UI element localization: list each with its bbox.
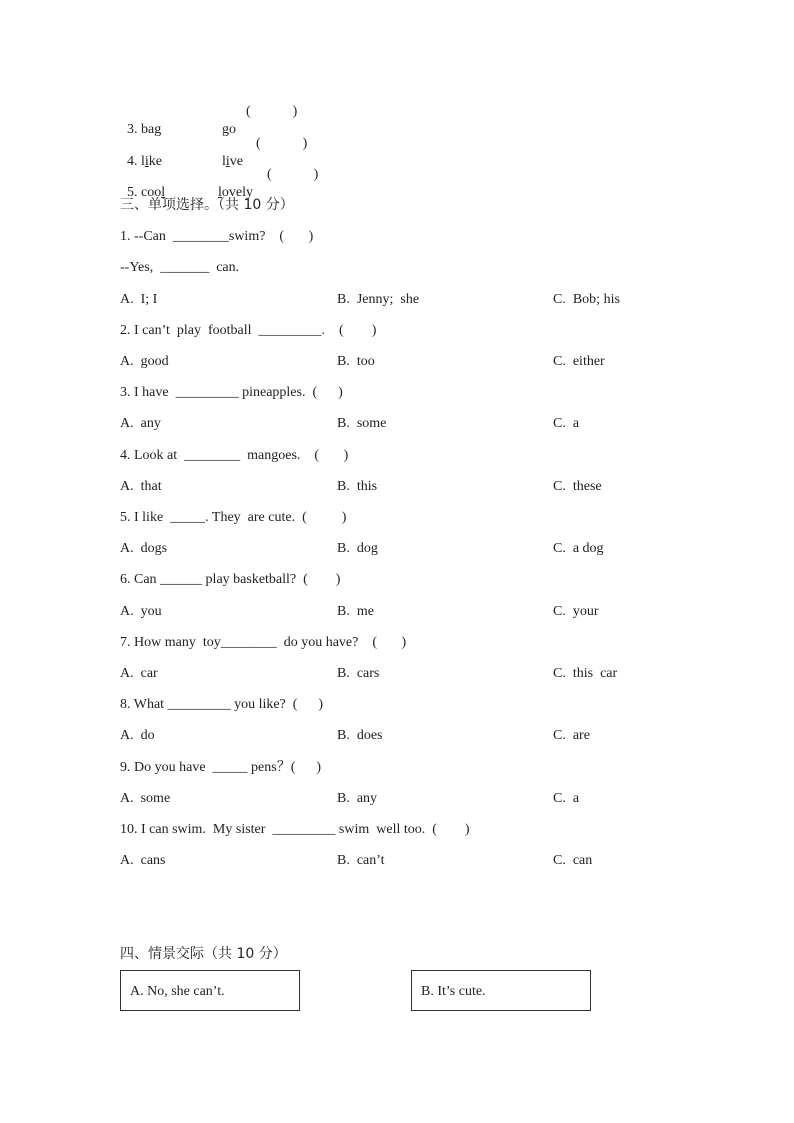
- option-b[interactable]: B. too: [337, 354, 375, 369]
- option-c[interactable]: C. these: [553, 479, 602, 494]
- option-a[interactable]: A. you: [120, 604, 162, 619]
- option-b[interactable]: B. me: [337, 604, 374, 619]
- answer-box-a: A. No, she can’t.: [120, 970, 300, 1011]
- option-a[interactable]: A. any: [120, 416, 161, 431]
- option-a[interactable]: A. cans: [120, 853, 166, 868]
- option-b[interactable]: B. does: [337, 728, 383, 743]
- question-1-reply: --Yes, _______ can.: [120, 260, 240, 275]
- question-2: 2. I can’t play football _________. ( ): [120, 323, 377, 338]
- answer-paren[interactable]: ( ): [246, 104, 298, 119]
- option-a[interactable]: A. car: [120, 666, 158, 681]
- answer-box-b: B. It’s cute.: [411, 970, 591, 1011]
- option-c[interactable]: C. a: [553, 791, 580, 806]
- option-b[interactable]: B. some: [337, 416, 387, 431]
- option-c[interactable]: C. a dog: [553, 541, 604, 556]
- section-4-heading: 四、情景交际（共 10 分）: [120, 946, 287, 962]
- question-8: 8. What _________ you like? ( ): [120, 697, 324, 712]
- option-c[interactable]: C. this car: [553, 666, 618, 681]
- phonics-word-2: lovely: [218, 185, 253, 200]
- question-5: 5. I like _____. They are cute. ( ): [120, 510, 347, 525]
- option-c[interactable]: C. a: [553, 416, 580, 431]
- option-a[interactable]: A. that: [120, 479, 162, 494]
- option-a[interactable]: A. I; I: [120, 292, 158, 307]
- option-c[interactable]: C. Bob; his: [553, 292, 620, 307]
- option-b[interactable]: B. any: [337, 791, 378, 806]
- answer-paren[interactable]: ( ): [256, 136, 308, 151]
- phonics-word-2: go: [222, 122, 236, 137]
- question-6: 6. Can ______ play basketball? ( ): [120, 572, 341, 587]
- option-b[interactable]: B. Jenny; she: [337, 292, 420, 307]
- question-7: 7. How many toy________ do you have? ( ): [120, 635, 407, 650]
- phonics-word-2: live: [222, 154, 243, 169]
- section-3-heading: 三、单项选择。（共 10 分）: [120, 197, 294, 213]
- question-10: 10. I can swim. My sister _________ swim well too. ( ): [120, 822, 470, 837]
- answer-paren[interactable]: ( ): [267, 167, 319, 182]
- question-9: 9. Do you have _____ pens？( ): [120, 760, 322, 775]
- option-c[interactable]: C. your: [553, 604, 599, 619]
- option-a[interactable]: A. good: [120, 354, 169, 369]
- option-b[interactable]: B. cars: [337, 666, 380, 681]
- option-c[interactable]: C. either: [553, 354, 605, 369]
- option-c[interactable]: C. are: [553, 728, 590, 743]
- question-4: 4. Look at ________ mangoes. ( ): [120, 448, 349, 463]
- option-b[interactable]: B. this: [337, 479, 378, 494]
- option-b[interactable]: B. can’t: [337, 853, 385, 868]
- option-a[interactable]: A. do: [120, 728, 155, 743]
- phonics-item: 4. like: [127, 154, 162, 169]
- question-3: 3. I have _________ pineapples. ( ): [120, 385, 343, 400]
- option-b[interactable]: B. dog: [337, 541, 378, 556]
- phonics-item: 3. bag: [127, 122, 162, 137]
- question-1: 1. --Can ________swim? ( ): [120, 229, 314, 244]
- option-a[interactable]: A. some: [120, 791, 171, 806]
- phonics-item: 5. cool: [127, 185, 166, 200]
- option-c[interactable]: C. can: [553, 853, 593, 868]
- option-a[interactable]: A. dogs: [120, 541, 168, 556]
